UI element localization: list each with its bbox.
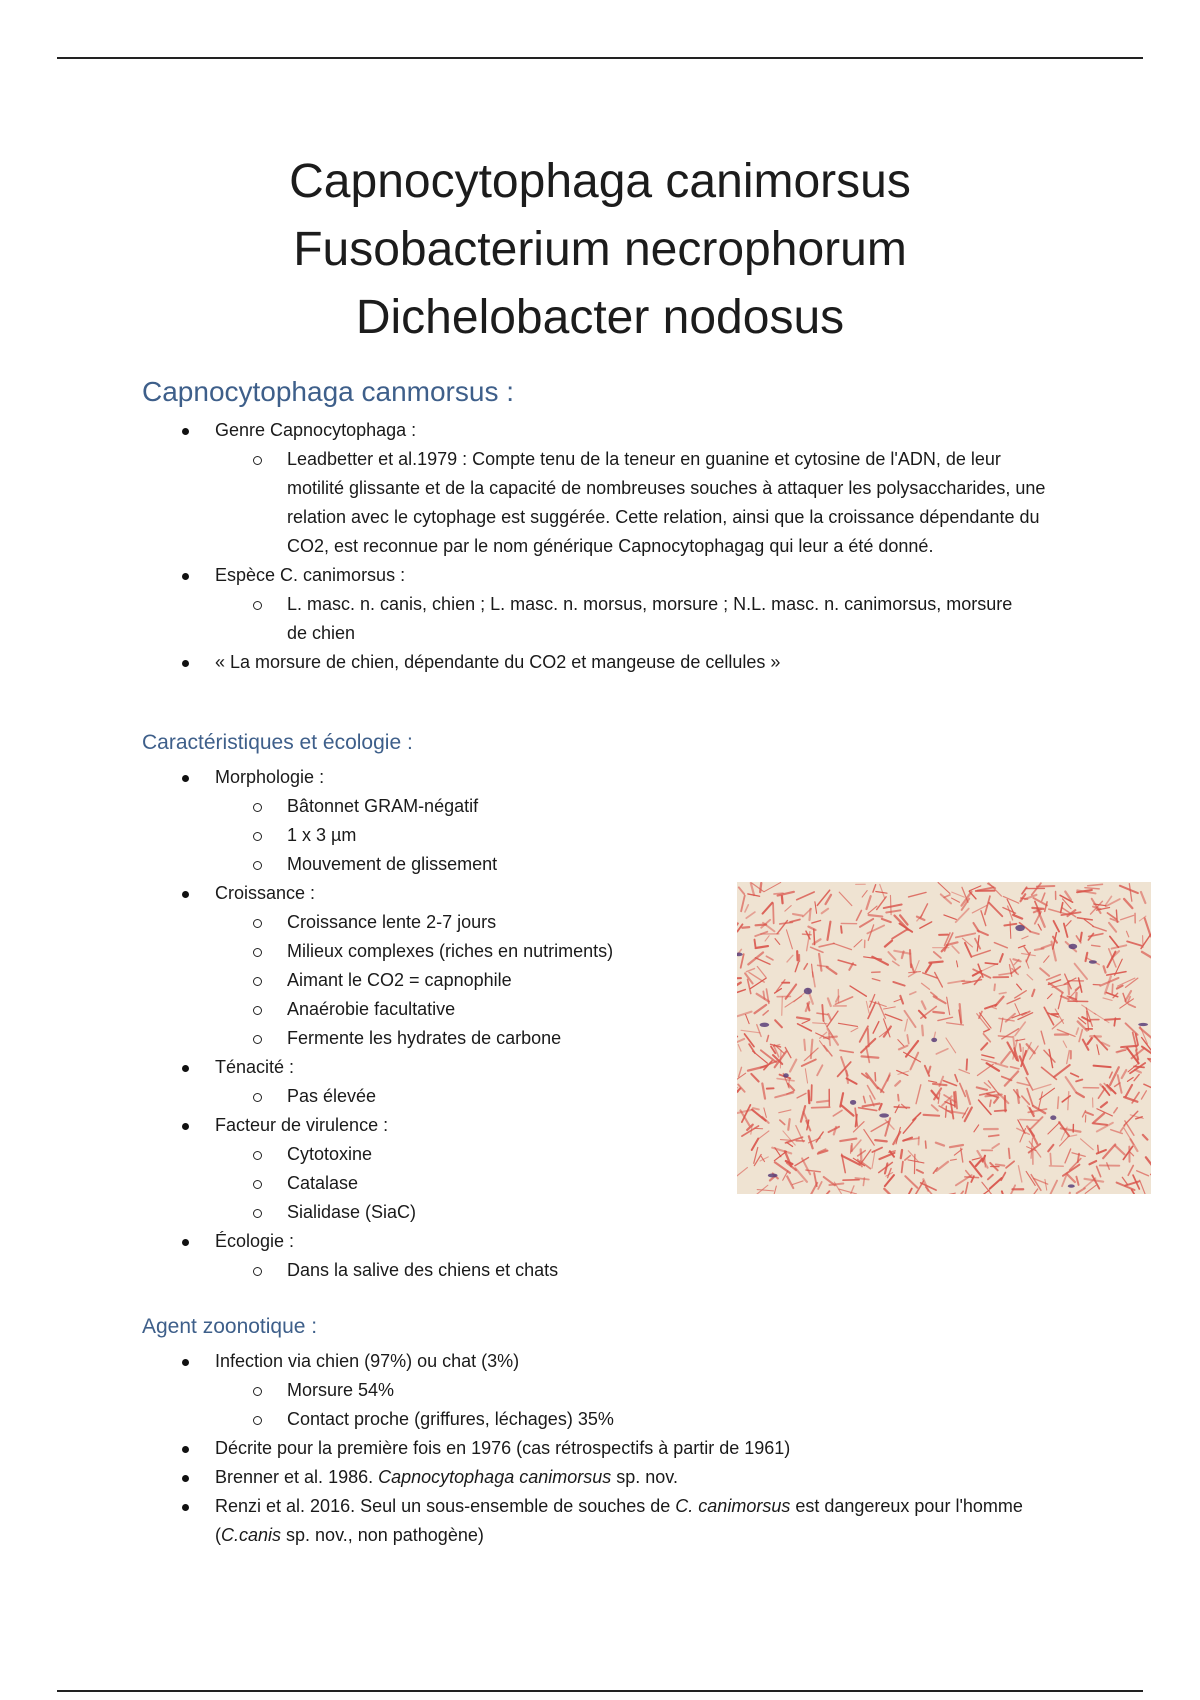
bullet-icon [182,428,189,435]
list-item: Cytotoxine [0,1140,613,1169]
bullet-icon [182,1475,189,1482]
bacterial-rod [829,1033,830,1045]
bacterial-rod [922,1026,923,1036]
purple-cell-speck [783,1073,789,1077]
bacterial-rod [869,915,883,917]
circle-bullet-icon [253,601,262,610]
bacterial-rod [822,1005,823,1021]
circle-bullet-icon [253,456,262,465]
bacterial-rod [901,1150,902,1158]
list-item: L. masc. n. canis, chien ; L. masc. n. morsus, morsure ; N.L. masc. n. canimorsus, morsure de chien [0,590,1062,648]
bacterial-rod [868,1029,869,1046]
bacterial-rod [824,1037,837,1038]
circle-bullet-icon [253,1006,262,1015]
list-item: Ténacité : [0,1053,613,1082]
circle-bullet-icon [253,1387,262,1396]
circle-bullet-icon [253,803,262,812]
bacterial-rod [994,984,995,990]
bullet-icon [182,1239,189,1246]
purple-cell-speck [768,1173,778,1177]
bacterial-rod [760,883,761,892]
bacterial-rod [1114,1018,1115,1026]
bacterial-rod [966,1059,967,1070]
bacterial-rod [1009,1149,1010,1159]
bullet-icon [182,660,189,667]
purple-cell-speck [1015,925,1025,931]
bacterial-rod [1094,1066,1111,1067]
micrograph-drawing [737,882,1151,1194]
list-item: Milieux complexes (riches en nutriments) [0,937,613,966]
list-item: Renzi et al. 2016. Seul un sous-ensemble de souches de C. canimorsus est dangereux pour l'homme (C.canis sp. nov., non pathogène) [0,1492,1035,1550]
bacterial-rod [788,1119,789,1130]
circle-bullet-icon [253,832,262,841]
circle-bullet-icon [253,1093,262,1102]
circle-bullet-icon [253,861,262,870]
purple-cell-speck [760,1023,770,1027]
bacterial-rod [773,903,774,923]
bacterial-rod [1080,933,1081,942]
bacterial-rod [809,1091,810,1104]
bacterial-rod [1078,1154,1079,1163]
circle-bullet-icon [253,1035,262,1044]
list-item: « La morsure de chien, dépendante du CO2 et mangeuse de cellules » [0,648,1062,677]
bacterial-rod [1050,1154,1051,1165]
bacterial-rod [780,1140,790,1141]
section-heading-caracteristiques: Caractéristiques et écologie : [142,731,413,754]
bullet-icon [182,775,189,782]
bacterial-rod [861,1149,862,1160]
circle-bullet-icon [253,1209,262,1218]
bacterial-rod [898,1095,899,1101]
bacterial-rod [894,1107,909,1108]
circle-bullet-icon [253,948,262,957]
bullet-icon [182,1359,189,1366]
bacterial-rod [1116,910,1117,922]
circle-bullet-icon [253,1267,262,1276]
bacterial-rod [841,926,842,933]
bacterial-rod [1058,1097,1059,1108]
bacterial-rod [1121,1046,1137,1047]
bacterial-rod [1021,898,1028,899]
list-item: Facteur de virulence : [0,1111,613,1140]
bacterial-rod [960,1004,962,1023]
bacterial-rod [812,1107,830,1108]
bottom-rule [57,1690,1143,1692]
bacterial-rod [875,1073,876,1081]
list-item: Leadbetter et al.1979 : Compte tenu de la teneur en guanine et cytosine de l'ADN, de leur motilité glissante et de la capacité de nombreuses souches à attaquer les polysaccharides, une relation avec le cytophage est suggérée. Cette relation, ainsi que la croissance dépendante du CO2, est reconnue par le nom générique Capnocytophagag qui leur a été donné. [0,445,1062,561]
section-caracteristiques-body [0,763,613,1285]
bacterial-rod [989,1135,999,1136]
bacterial-rod [763,991,764,998]
list-item: Anaérobie facultative [0,995,613,1024]
section-agent-zoonotique-body [0,1347,1035,1550]
bacterial-rod [1105,1019,1120,1020]
list-item: Sialidase (SiaC) [0,1198,613,1227]
section-heading-capnocytophaga: Capnocytophaga canmorsus : [142,376,514,407]
list-item: Espèce C. canimorsus : [0,561,1062,590]
purple-cell-speck [850,1100,856,1105]
bacterial-rod [862,1056,879,1057]
gram-stain-micrograph [737,882,1151,1194]
bacterial-rod [802,934,811,935]
purple-cell-speck [931,1038,937,1042]
bacterial-rod [946,1106,947,1117]
bullet-icon [182,1504,189,1511]
bullet-icon [182,891,189,898]
bullet-icon [182,573,189,580]
page-title [0,148,1200,352]
bacterial-rod [924,1115,940,1116]
bacterial-rod [954,1092,955,1107]
bacterial-rod [1005,1096,1006,1111]
bacterial-rod [1020,1120,1038,1121]
title-line-3: Dichelobacter nodosus [355,291,845,344]
bacterial-rod [782,896,783,903]
purple-cell-speck [1138,1023,1148,1026]
bacterial-rod [1134,1066,1144,1067]
purple-cell-speck [1068,1184,1075,1187]
list-item: Morsure 54% [0,1376,1035,1405]
list-item: Croissance : [0,879,613,908]
list-item: Brenner et al. 1986. Capnocytophaga canimorsus sp. nov. [0,1463,1035,1492]
list-item: 1 x 3 µm [0,821,613,850]
bacterial-rod [742,927,749,928]
list-item: Genre Capnocytophaga : [0,416,1062,445]
section-capnocytophaga-body [0,416,1062,677]
list-item: Décrite pour la première fois en 1976 (cas rétrospectifs à partir de 1961) [0,1434,1035,1463]
purple-cell-speck [804,988,812,995]
bacterial-rod [875,1140,886,1141]
bacterial-rod [1112,984,1113,993]
bacterial-rod [817,1101,828,1102]
bacterial-rod [780,1050,781,1068]
bacterial-rod [996,1165,1005,1166]
title-line-2: Fusobacterium necrophorum [293,223,907,276]
bacterial-rod [1098,1145,1099,1153]
circle-bullet-icon [253,1416,262,1425]
bacterial-rod [933,1012,944,1013]
bacterial-rod [809,909,810,920]
bullet-icon [182,1446,189,1453]
list-item: Infection via chien (97%) ou chat (3%) [0,1347,1035,1376]
bacterial-rod [929,962,942,963]
list-item: Bâtonnet GRAM-négatif [0,792,613,821]
bacterial-rod [1020,1044,1021,1051]
purple-cell-speck [1069,944,1078,949]
list-item: Aimant le CO2 = capnophile [0,966,613,995]
title-line-1: Capnocytophaga canimorsus [289,155,911,208]
list-item: Mouvement de glissement [0,850,613,879]
bacterial-rod [990,1100,991,1106]
list-item: Contact proche (griffures, léchages) 35% [0,1405,1035,1434]
list-item: Pas élevée [0,1082,613,1111]
bacterial-rod [999,993,1006,994]
circle-bullet-icon [253,977,262,986]
bacterial-rod [804,1040,805,1051]
list-item: Croissance lente 2-7 jours [0,908,613,937]
bullet-icon [182,1065,189,1072]
purple-cell-speck [879,1113,889,1117]
list-item: Catalase [0,1169,613,1198]
bullet-icon [182,1123,189,1130]
bacterial-rod [925,1141,926,1148]
circle-bullet-icon [253,919,262,928]
circle-bullet-icon [253,1180,262,1189]
top-rule [57,57,1143,59]
section-heading-agent-zoonotique: Agent zoonotique : [142,1315,318,1338]
bacterial-rod [753,1108,759,1109]
purple-cell-speck [1089,960,1097,963]
list-item: Dans la salive des chiens et chats [0,1256,613,1285]
list-item: Écologie : [0,1227,613,1256]
circle-bullet-icon [253,1151,262,1160]
list-item: Fermente les hydrates de carbone [0,1024,613,1053]
list-item: Morphologie : [0,763,613,792]
purple-cell-speck [1050,1115,1056,1120]
bacterial-rod [754,940,755,947]
bacterial-rod [995,1110,1007,1111]
